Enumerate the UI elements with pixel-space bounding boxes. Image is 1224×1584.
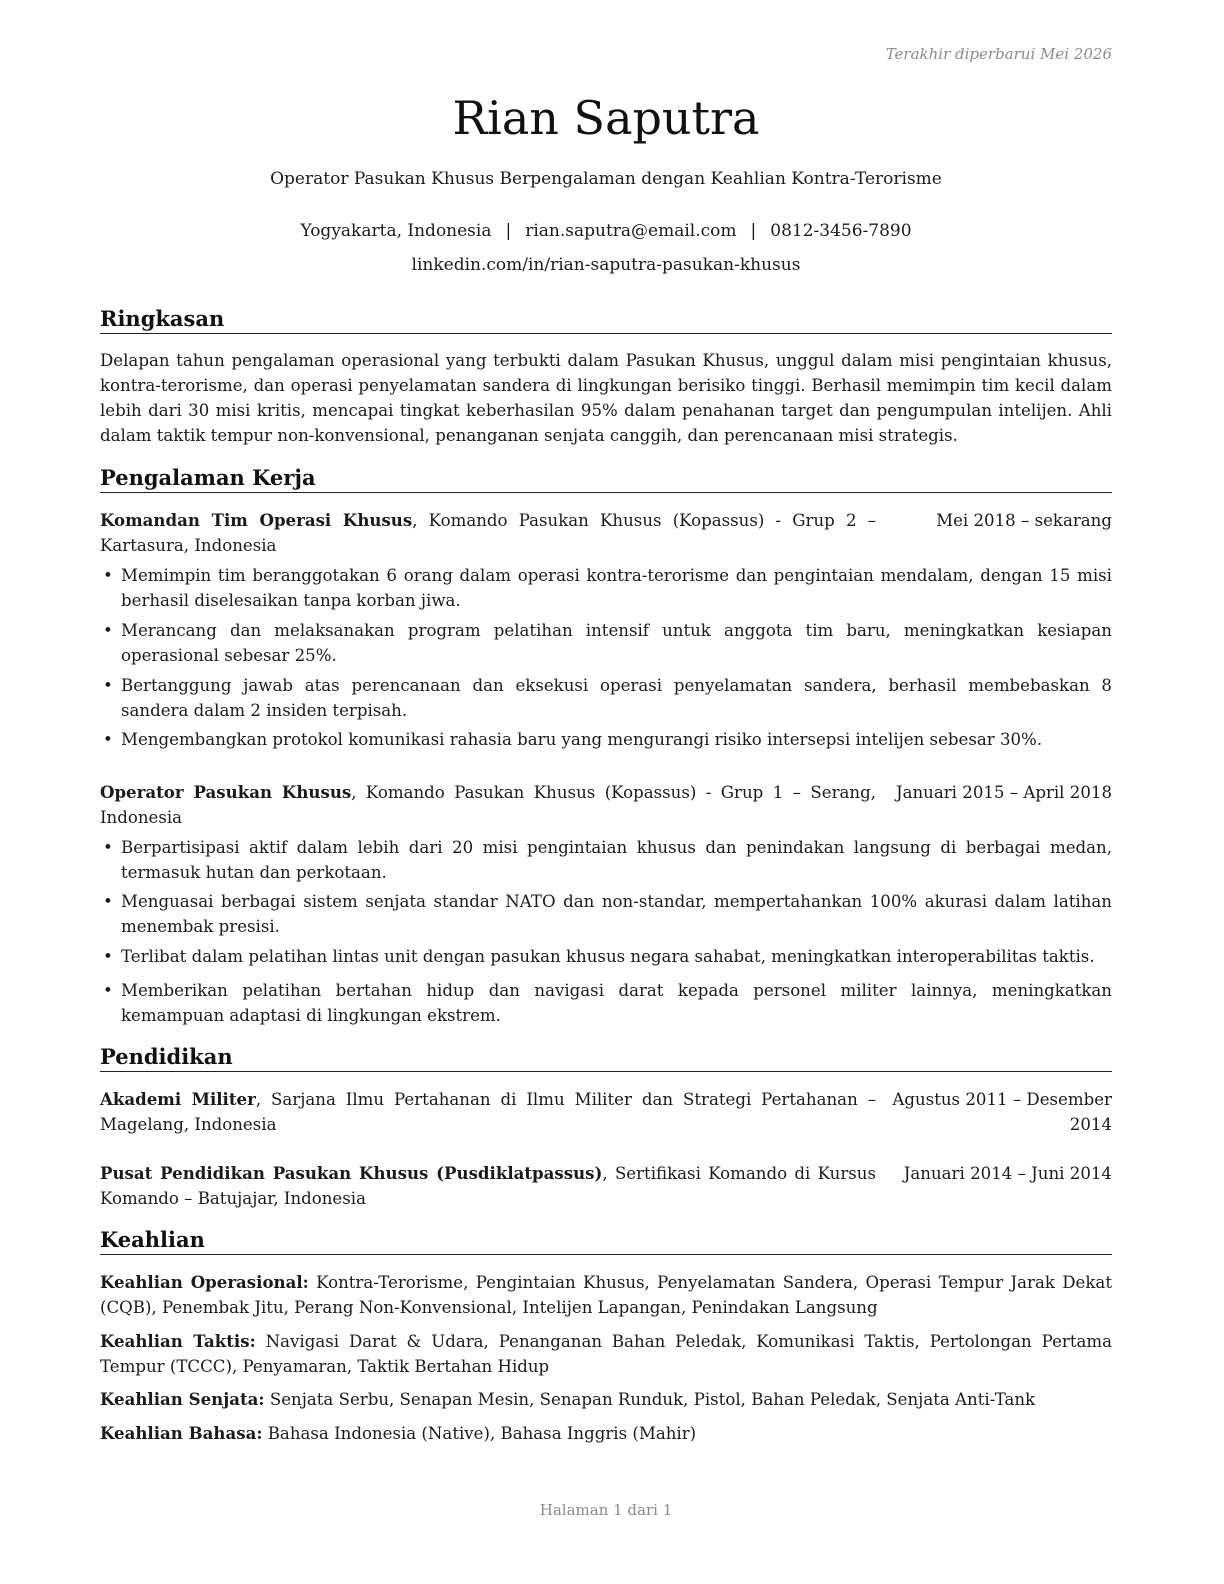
section-heading-summary: Ringkasan <box>100 305 1112 334</box>
bullet-icon: • <box>103 892 113 911</box>
job-title: Komandan Tim Operasi Khusus <box>100 510 413 530</box>
contact-linkedin[interactable]: linkedin.com/in/rian-saputra-pasukan-khusus <box>411 255 801 275</box>
skill-group <box>100 1329 1112 1379</box>
job-bullet <box>100 618 1112 668</box>
skill-label: Keahlian Bahasa: <box>100 1423 263 1443</box>
candidate-tagline: Operator Pasukan Khusus Berpengalaman dengan Keahlian Kontra-Terorisme <box>270 169 942 189</box>
education-entry <box>100 1087 1112 1137</box>
skill-text: Senjata Serbu, Senapan Mesin, Senapan Runduk, Pistol, Bahan Peledak, Senjata Anti-Tank <box>264 1390 1036 1409</box>
candidate-name: Rian Saputra <box>452 91 760 145</box>
bullet-text: Menguasai berbagai sistem senjata standar NATO dan non-standar, mempertahankan 100% akurasi dalam latihan menembak presisi. <box>121 892 1112 936</box>
skill-label: Keahlian Taktis: <box>100 1331 256 1351</box>
skill-group <box>100 1387 1112 1412</box>
job-bullet <box>100 978 1112 1028</box>
summary-text: Delapan tahun pengalaman operasional yang terbukti dalam Pasukan Khusus, unggul dalam misi pengintaian khusus, kontra-terorisme, dan operasi penyelamatan sandera di lingkungan berisiko tinggi. Berhasil memimpin tim kecil dalam lebih dari 30 misi kritis, mencapai tingkat keberhasilan 95% dalam penahanan target dan pengumpulan intelijen. Ahli dalam taktik tempur non-konvensional, penanganan senjata canggih, dan perencanaan misi strategis. <box>100 351 1112 445</box>
skill-group <box>100 1421 1112 1446</box>
bullet-icon: • <box>103 981 113 1000</box>
education-detail: , Sertifikasi Komando di Kursus Komando – Batujajar, Indonesia <box>100 1164 876 1208</box>
skill-text: Kontra-Terorisme, Pengintaian Khusus, Penyelamatan Sandera, Operasi Tempur Jarak Dekat (CQB), Penembak Jitu, Perang Non-Konvensional, Intelijen Lapangan, Penindakan Langsung <box>100 1273 1112 1317</box>
skill-group <box>100 1270 1112 1320</box>
skill-label: Keahlian Operasional: <box>100 1272 309 1292</box>
job-bullet <box>100 944 1112 969</box>
contact-separator: | <box>750 221 757 241</box>
bullet-text: Memberikan pelatihan bertahan hidup dan navigasi darat kepada personel militer lainnya, meningkatkan kemampuan adaptasi di lingkungan ekstrem. <box>121 981 1112 1025</box>
contact-email[interactable]: rian.saputra@email.com <box>525 221 737 241</box>
contact-location: Yogyakarta, Indonesia <box>300 221 492 241</box>
contact-phone: 0812-3456-7890 <box>770 221 912 241</box>
skill-text: Navigasi Darat & Udara, Penanganan Bahan Peledak, Komunikasi Taktis, Pertolongan Pertama Tempur (TCCC), Penyamaran, Taktik Bertahan Hidup <box>100 1332 1113 1376</box>
last-updated: Terakhir diperbarui Mei 2026 <box>885 45 1112 63</box>
bullet-icon: • <box>103 730 113 749</box>
contact-separator: | <box>505 221 512 241</box>
job-bullet <box>100 673 1112 723</box>
skill-text: Bahasa Indonesia (Native), Bahasa Inggris (Mahir) <box>262 1424 697 1443</box>
bullet-text: Berpartisipasi aktif dalam lebih dari 20 misi pengintaian khusus dan penindakan langsung di berbagai medan, termasuk hutan dan perkotaan. <box>121 838 1112 882</box>
bullet-text: Mengembangkan protokol komunikasi rahasia baru yang mengurangi risiko intersepsi intelijen sebesar 30%. <box>121 730 1043 749</box>
bullet-icon: • <box>103 947 113 966</box>
job-bullet <box>100 889 1112 939</box>
job-org: , Komando Pasukan Khusus (Kopassus) - Grup 2 – Kartasura, Indonesia <box>100 511 877 555</box>
section-heading-education: Pendidikan <box>100 1043 1112 1072</box>
job-org: , Komando Pasukan Khusus (Kopassus) - Grup 1 – Serang, Indonesia <box>100 783 876 827</box>
bullet-text: Memimpin tim beranggotakan 6 orang dalam operasi kontra-terorisme dan pengintaian mendalam, dengan 15 misi berhasil diselesaikan tanpa korban jiwa. <box>121 566 1112 610</box>
job-title: Operator Pasukan Khusus <box>100 782 352 802</box>
job-header <box>100 508 1112 558</box>
education-school: Pusat Pendidikan Pasukan Khusus (Pusdiklatpassus) <box>100 1163 603 1183</box>
job-bullet <box>100 563 1112 613</box>
job-dates: Mei 2018 – sekarang <box>930 508 1112 533</box>
bullet-icon: • <box>103 838 113 857</box>
education-dates: Agustus 2011 – Desember 2014 <box>876 1087 1112 1137</box>
contact-line <box>100 219 1112 243</box>
page-number: Halaman 1 dari 1 <box>539 1501 673 1519</box>
bullet-text: Terlibat dalam pelatihan lintas unit dengan pasukan khusus negara sahabat, meningkatkan interoperabilitas taktis. <box>121 947 1095 966</box>
job-header <box>100 780 1112 830</box>
job-dates: Januari 2015 – April 2018 <box>890 780 1112 805</box>
education-detail: , Sarjana Ilmu Pertahanan di Ilmu Militer dan Strategi Pertahanan – Magelang, Indonesia <box>100 1090 876 1134</box>
bullet-icon: • <box>103 566 113 585</box>
education-school: Akademi Militer <box>100 1089 256 1109</box>
skill-label: Keahlian Senjata: <box>100 1389 265 1409</box>
bullet-icon: • <box>103 621 113 640</box>
bullet-text: Bertanggung jawab atas perencanaan dan eksekusi operasi penyelamatan sandera, berhasil membebaskan 8 sandera dalam 2 insiden terpisah. <box>121 676 1112 720</box>
section-heading-experience: Pengalaman Kerja <box>100 464 1112 493</box>
education-entry <box>100 1161 1112 1211</box>
section-heading-skills: Keahlian <box>100 1226 1112 1255</box>
bullet-icon: • <box>103 676 113 695</box>
education-dates: Januari 2014 – Juni 2014 <box>898 1161 1112 1186</box>
job-bullet <box>100 727 1112 752</box>
resume-page <box>100 0 1112 1584</box>
bullet-text: Merancang dan melaksanakan program pelatihan intensif untuk anggota tim baru, meningkatkan kesiapan operasional sebesar 25%. <box>121 621 1112 665</box>
job-bullet <box>100 835 1112 885</box>
